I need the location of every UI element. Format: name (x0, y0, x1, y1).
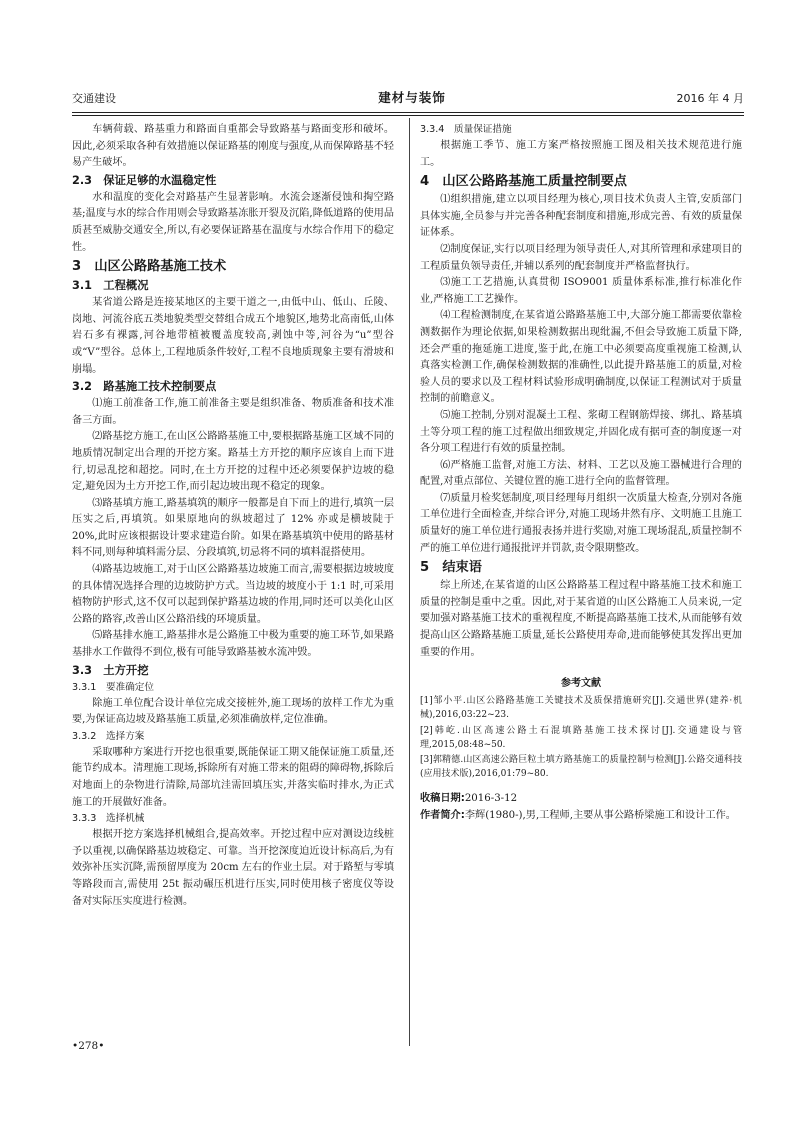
paragraph-5: 综上所述,在某省道的山区公路路基工程过程中路基施工技术和施工质量的控制是重中之重。因此,对于某省道的山区公路施工人员来说,一定要加强对路基施工技术的重视程度,不断提高路基施工技术,从而能够有效提高山区公路路基施工质量,延长公路使用寿命,进而能够使其发挥出更加重要的作用。 (420, 580, 742, 658)
magazine-logo: 建材与装饰 (378, 90, 446, 105)
header-rule-thin (72, 115, 744, 116)
paragraph-3-2-2: ⑵路基挖方施工,在山区公路路基施工中,要根据路基施工区域不同的地质情况制定出合理的开挖方案。路基土方开挖的顺序应该自上而下进行,切忌乱挖和超挖。同时,在土方开挖的过程中还必须要保护边坡的稳定,避免因为土方开挖工作,而引起边坡出现不稳定的现象。 (72, 431, 394, 493)
section-3-3-3-title: 3.3.3 选择机械 (72, 813, 145, 825)
received-date (420, 791, 742, 808)
section-3-1-title: 3.1 工程概况 (72, 279, 149, 293)
section-3-3-4-title: 3.3.4 质量保证措施 (420, 124, 512, 135)
paragraph-3-3-1: 除施工单位配合设计单位完成交接桩外,施工现场的放样工作尤为重要,为保证高边坡及路基施工质量,必须准确放样,定位准确。 (72, 697, 394, 726)
section-5-title: 5 结束语 (420, 560, 482, 576)
references-title: 参考文献 (561, 678, 601, 690)
section-3-title: 3 山区公路路基施工技术 (72, 259, 227, 275)
author-bio (420, 808, 742, 825)
paragraph-3-1: 某省道公路是连接某地区的主要干道之一,由低中山、低山、丘陵、岗地、河流谷底五类地貌类型交替组合成五个地貌区,地势北高南低,山体岩石多有裸露,河谷地带植被覆盖度较高,剥蚀中等,河谷为“u”型谷或“V”型谷。总体上,工程地质条件较好,工程不良地质现象主要有滑坡和崩塌。 (72, 297, 394, 375)
reference-item: [1]邹小平.山区公路路基施工关键技术及质保措施研究[J].交通世界(建养·机械),2016,03:22~23. (420, 696, 742, 721)
section-3-3-1-title: 3.3.1 要准确定位 (72, 681, 154, 693)
paragraph-3-2-3: ⑶路基填方施工,路基填筑的顺序一般都是自下而上的进行,填筑一层压实之后,再填筑。如果原地向的纵坡超过了 12% 亦或是横坡陡于 20%,此时应该根据设计要求建造台阶。如果在路基填筑中使用的路基材料不同,则每种填料需分层、分段填筑,切忌将不同的填料混搭使用。 (72, 497, 394, 559)
section-4-title: 4 山区公路路基施工质量控制要点 (420, 174, 627, 190)
paragraph-4-2: ⑵制度保证,实行以项目经理为领导责任人,对其所管理和承建项目的工程质量负领导责任,并辅以系列的配套制度并严格监督执行。 (420, 243, 742, 272)
paragraph-3-3-3: 根据开挖方案选择机械组合,提高效率。开挖过程中应对测设边线桩予以重视,以确保路基边坡稳定、可靠。当开挖深度迫近设计标高后,为有效弥补压实沉降,需预留厚度为 20cm 左右的作业土层。对于路堑与零填等路段而言,需使用 25t 振动碾压机进行压实,同时使用核子密度仪等设备对实际压实度进行检测。 (72, 829, 394, 907)
section-3-3-title: 3.3 土方开挖 (72, 663, 149, 677)
section-3-2-title: 3.2 路基施工技术控制要点 (72, 380, 217, 394)
paragraph-4-3: ⑶施工工艺措施,认真贯彻 ISO9001 质量体系标准,推行标准化作业,严格施工工艺操作。 (420, 277, 742, 305)
paragraph-4-5: ⑸施工控制,分别对混凝土工程、浆砌工程钢筋焊接、绑扎、路基填土等分项工程的施工过程做出细致规定,并固化成有据可查的制度逐一对各分项工程进行有效的质量控制。 (420, 409, 742, 455)
right-column (420, 122, 742, 825)
paragraph-3-3-2: 采取哪种方案进行开挖也很重要,既能保证工期又能保证施工质量,还能节约成本。清理施工现场,拆除所有对施工带来的阻碍的障碍物,拆除后对地面上的杂物进行清除,局部坑洼需回填压实,并落实临时排水,为正式施工的开展做好准备。 (72, 746, 394, 808)
paragraph-intro: 车辆荷载、路基重力和路面自重都会导致路基与路面变形和破坏。因此,必须采取各种有效措施以保证路基的刚度与强度,从而保障路基不轻易产生破坏。 (72, 124, 394, 169)
page-header (72, 88, 744, 110)
received-label: 收稿日期: (420, 793, 465, 805)
reference-item: [3]郭精德.山区高速公路巨粒土填方路基施工的质量控制与检测[J].公路交通科技(应用技术版),2016,01:79~80. (420, 755, 742, 780)
article-meta (420, 791, 742, 824)
paragraph-4-1: ⑴组织措施,建立以项目经理为核心,项目技术负责人主管,安质部门具体实施,全员参与并完善各种配套制度和措施,形成完善、有效的质量保证体系。 (420, 194, 742, 239)
paragraph-2-3: 水和温度的变化会对路基产生显著影响。水流会逐渐侵蚀和掏空路基;温度与水的综合作用则会导致路基冻胀开裂及沉陷,降低道路的使用品质甚至威胁交通安全,所以,有必要保证路基在温度与水综合作用下的稳定性。 (72, 191, 394, 253)
author-label: 作者简介: (420, 810, 465, 822)
paragraph-3-3-4: 根据施工季节、施工方案严格按照施工图及相关技术规范进行施工。 (420, 140, 742, 168)
page-number: •278• (72, 1040, 105, 1052)
column-divider (409, 118, 410, 1046)
paragraph-3-2-1: ⑴施工前准备工作,施工前准备主要是组织准备、物质准备和技术准备三方面。 (72, 398, 394, 426)
reference-item: [2]韩屹.山区高速公路土石混填路基施工技术探讨[J].交通建设与管理,2015,08:48~50. (420, 725, 742, 750)
journal-section: 交通建设 (72, 92, 116, 105)
section-3-3-2-title: 3.3.2 选择方案 (72, 730, 145, 742)
section-2-3-title: 2.3 保证足够的水温稳定性 (72, 173, 217, 187)
header-rule (72, 112, 744, 113)
issue-date: 2016 年 4 月 (676, 92, 744, 105)
author-value: 李辉(1980-),男,工程师,主要从事公路桥梁施工和设计工作。 (464, 810, 736, 822)
paragraph-4-6: ⑹严格施工监督,对施工方法、材料、工艺以及施工器械进行合理的配置,对重点部位、关键位置的施工进行全向的监督管理。 (420, 459, 742, 488)
received-value: 2016-3-12 (464, 793, 518, 805)
paragraph-4-7: ⑺质量月检奖惩制度,项目经理每月组织一次质量大检查,分别对各施工单位进行全面检查,并综合评分,对施工现场井然有序、文明施工且施工质量好的施工单位进行通报表扬并进行奖励,对施工现场混乱,质量控制不严的施工单位进行通报批评并罚款,责令限期整改。 (420, 492, 742, 554)
left-column (72, 122, 394, 910)
paragraph-3-2-4: ⑷路基边坡施工,对于山区公路路基边坡施工而言,需要根据边坡坡度的具体情况选择合理的边坡防护方式。当边坡的坡度小于 1:1 时,可采用植物防护形式,这不仅可以起到保护路基边坡的作用,同时还可以美化山区公路的路容,改善山区公路沿线的环境质量。 (72, 564, 394, 625)
paragraph-4-4: ⑷工程检测制度,在某省道公路路基施工中,大部分施工都需要依靠检测数据作为理论依据,如果检测数据出现纰漏,不但会导致施工质量下降,还会严重的拖延施工进度,鉴于此,在施工中必须要高度重视施工检测,认真落实检测工作,确保检测数据的准确性,以此提升路基施工的质量,对检验人员的要求以及工程材料试验形成明确制度,以保证工程测试对于质量控制的前瞻意义。 (420, 310, 742, 405)
paragraph-3-2-5: ⑸路基排水施工,路基排水是公路施工中极为重要的施工环节,如果路基排水工作做得不到位,极有可能导致路基被水流冲毁。 (72, 630, 394, 659)
